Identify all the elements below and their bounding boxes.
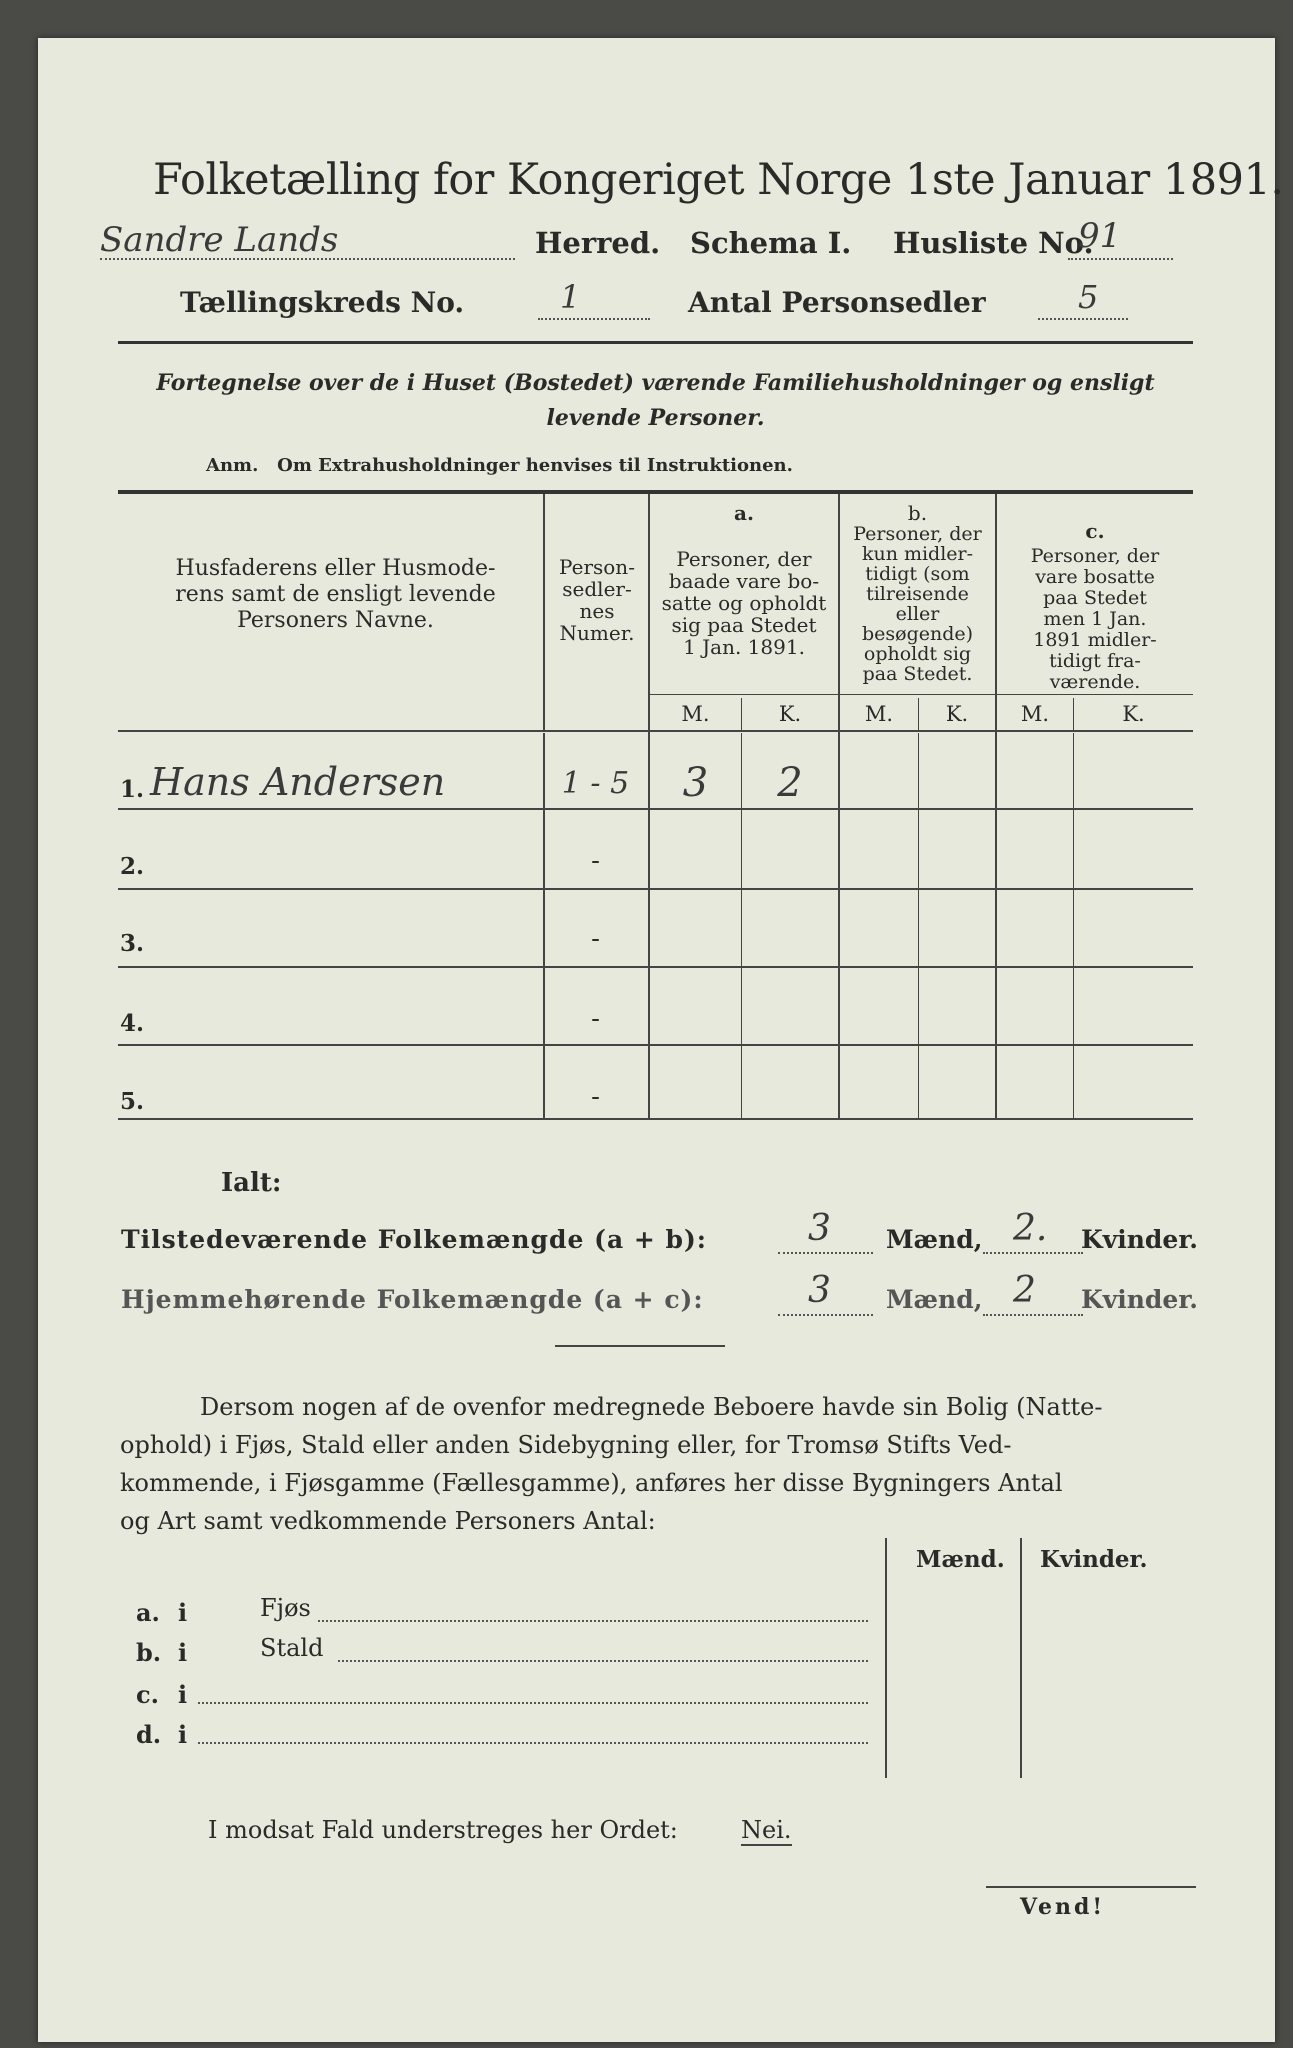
dotline: [778, 1252, 873, 1254]
k-label: K.: [945, 702, 969, 726]
bolig-item-letter: b.: [136, 1638, 162, 1667]
census-form-page: [38, 38, 1284, 2042]
bolig-item-letter: d.: [136, 1720, 162, 1749]
hjemme-kvinder-value: 2: [1013, 1270, 1036, 1311]
intro-line2: levende Personer.: [546, 405, 765, 431]
col-header-name: [138, 556, 533, 634]
col-header-a: [650, 548, 838, 658]
col-a-line: satte og opholdt: [661, 591, 827, 615]
col-header-numer-line: Numer.: [559, 621, 635, 645]
dotline: [338, 1660, 868, 1662]
vend-label: Vend!: [1020, 1894, 1106, 1920]
dotline: [318, 1620, 868, 1622]
kvinder-label: Kvinder.: [1081, 1225, 1198, 1254]
row-numer: -: [591, 846, 600, 876]
intro-line1: Fortegnelse over de i Huset (Bostedet) værende Familiehusholdninger og ensligt: [156, 370, 1155, 396]
table-top-rule: [118, 490, 1193, 494]
col-header-name-line: rens samt de ensligt levende: [175, 582, 496, 607]
row-rule: [118, 888, 1193, 890]
col-b-line: tilreisende: [866, 583, 969, 605]
bolig-line: og Art samt vedkommende Personers Antal:: [120, 1507, 656, 1535]
antal-label: Antal Personsedler: [688, 286, 986, 319]
maend-label: Mænd,: [886, 1225, 983, 1254]
schema-label: Schema I.: [690, 226, 852, 260]
col-b-line: besøgende): [861, 623, 974, 645]
bolig-item-label: Stald: [260, 1634, 324, 1662]
col-c-line: men 1 Jan.: [1043, 608, 1147, 630]
m-label: M.: [681, 702, 710, 726]
col-header-b: [840, 524, 995, 684]
antal-dotline: [1038, 318, 1128, 320]
kvinder-label: Kvinder.: [1081, 1285, 1198, 1314]
row-rule: [118, 1044, 1193, 1046]
husliste-value: 91: [1078, 216, 1122, 256]
m-label: M.: [864, 702, 894, 726]
kreds-label: Tællingskreds No.: [180, 286, 465, 319]
bolig-paragraph: [120, 1388, 1195, 1540]
herred-dotline: [100, 258, 515, 260]
kreds-dotline: [538, 318, 650, 320]
col-a-line: 1 Jan. 1891.: [683, 635, 805, 659]
row-numer: -: [591, 1004, 600, 1034]
bolig-line: ophold) i Fjøs, Stald eller anden Sidebygning eller, for Tromsø Stifts Ved-: [120, 1431, 1012, 1459]
table-bottom-rule: [118, 1118, 1193, 1120]
col-a-line: sig paa Stedet: [671, 613, 817, 637]
form-title: Folketælling for Kongeriget Norge 1ste Januar 1891.: [153, 155, 1284, 205]
col-c-line: værende.: [1049, 671, 1141, 693]
bolig-item-i: i: [178, 1638, 188, 1667]
row-number: 4.: [120, 1010, 145, 1037]
row-numer: 1 - 5: [561, 766, 630, 801]
tilstede-maend-value: 3: [808, 1208, 831, 1249]
modsat-text: I modsat Fald understreges her Ordet:: [208, 1816, 678, 1844]
row-a-k: 2: [777, 760, 803, 806]
mk-divider: [1073, 733, 1074, 1118]
col-c-line: paa Stedet: [1043, 587, 1147, 609]
row-name: Hans Andersen: [150, 760, 446, 804]
col-b-letter: b.: [907, 501, 928, 525]
col-b-line: tidigt (som: [865, 563, 970, 585]
row-rule: [118, 808, 1193, 810]
bolig-item-i: i: [178, 1680, 188, 1709]
col-b-line: paa Stedet.: [862, 663, 973, 685]
row-rule: [118, 966, 1193, 968]
hjemme-maend-value: 3: [808, 1270, 831, 1311]
col-c-line: 1891 midler-: [1033, 629, 1157, 651]
col-header-numer: [548, 556, 646, 644]
antal-value: 5: [1078, 278, 1099, 316]
tilstede-label: Tilstedeværende Folkemængde (a + b):: [121, 1225, 708, 1254]
dotline: [778, 1314, 873, 1316]
bolig-item-letter: c.: [136, 1680, 159, 1709]
husliste-label: Husliste No.: [893, 226, 1094, 260]
bolig-divider: [885, 1538, 887, 1778]
mk-divider: [918, 733, 919, 1118]
row-number: 2.: [120, 853, 145, 880]
bolig-item-i: i: [178, 1720, 188, 1749]
bolig-item-i: i: [178, 1598, 188, 1627]
row-number: 5.: [120, 1088, 145, 1115]
col-a-line: baade vare bo-: [668, 569, 820, 593]
anm-note: Anm. Om Extrahusholdninger henvises til Instruktionen.: [206, 455, 793, 476]
row-numer: -: [591, 1082, 600, 1112]
col-c-line: tidigt fra-: [1049, 650, 1141, 672]
nei-word: Nei.: [741, 1816, 792, 1844]
col-header-name-line: Husfaderens eller Husmode-: [175, 556, 496, 581]
col-c-letter: c.: [1085, 519, 1105, 543]
row-numer: -: [591, 924, 600, 954]
col-b-line: kun midler-: [861, 543, 974, 565]
bolig-item-letter: a.: [136, 1598, 160, 1627]
bolig-line: kommende, i Fjøsgamme (Fællesgamme), anføres her disse Bygningers Antal: [120, 1469, 1063, 1497]
col-divider: [543, 494, 545, 730]
bolig-line: Dersom nogen af de ovenfor medregnede Beboere havde sin Bolig (Natte-: [200, 1393, 1103, 1421]
dotline: [198, 1742, 868, 1744]
col-header-numer-line: sedler-: [562, 577, 632, 601]
herred-value: Sandre Lands: [100, 220, 339, 260]
vend-rule: [986, 1886, 1196, 1888]
table-header-rule: [118, 730, 1193, 732]
tilstede-kvinder-value: 2.: [1013, 1208, 1048, 1249]
kreds-value: 1: [560, 278, 581, 316]
header-rule: [118, 341, 1193, 344]
col-header-numer-line: Person-: [559, 555, 635, 579]
col-header-c: [997, 546, 1193, 693]
dotline: [983, 1314, 1083, 1316]
dotline: [983, 1252, 1083, 1254]
row-a-m: 3: [682, 760, 709, 806]
k-label: K.: [778, 702, 802, 726]
col-a-line: Personer, der: [676, 547, 812, 571]
m-label: M.: [1020, 702, 1050, 726]
bolig-item-label: Fjøs: [260, 1594, 311, 1622]
ialt-label: Ialt:: [221, 1168, 282, 1198]
k-label: K.: [1122, 702, 1145, 726]
col-b-line: opholdt sig: [863, 643, 972, 665]
bolig-kvinder-header: Kvinder.: [1040, 1546, 1148, 1573]
maend-label: Mænd,: [886, 1285, 983, 1314]
husliste-dotline: [1068, 258, 1173, 260]
col-c-line: vare bosatte: [1035, 566, 1155, 588]
bolig-divider: [1020, 1538, 1022, 1778]
col-a-letter: a.: [734, 501, 754, 525]
row-number: 1.: [120, 776, 145, 803]
dotline: [198, 1702, 868, 1704]
row-number: 3.: [120, 930, 145, 957]
herred-label: Herred.: [535, 226, 661, 260]
col-c-line: Personer, der: [1030, 545, 1160, 567]
col-header-numer-line: nes: [579, 599, 615, 623]
col-header-name-line: Personers Navne.: [237, 608, 434, 633]
col-b-line: eller: [895, 603, 940, 625]
separator-rule: [555, 1345, 725, 1347]
col-b-line: Personer, der: [853, 523, 982, 545]
hjemme-label: Hjemmehørende Folkemængde (a + c):: [121, 1285, 704, 1314]
bolig-maend-header: Mænd.: [916, 1546, 1005, 1573]
mk-rule: [650, 694, 1193, 695]
